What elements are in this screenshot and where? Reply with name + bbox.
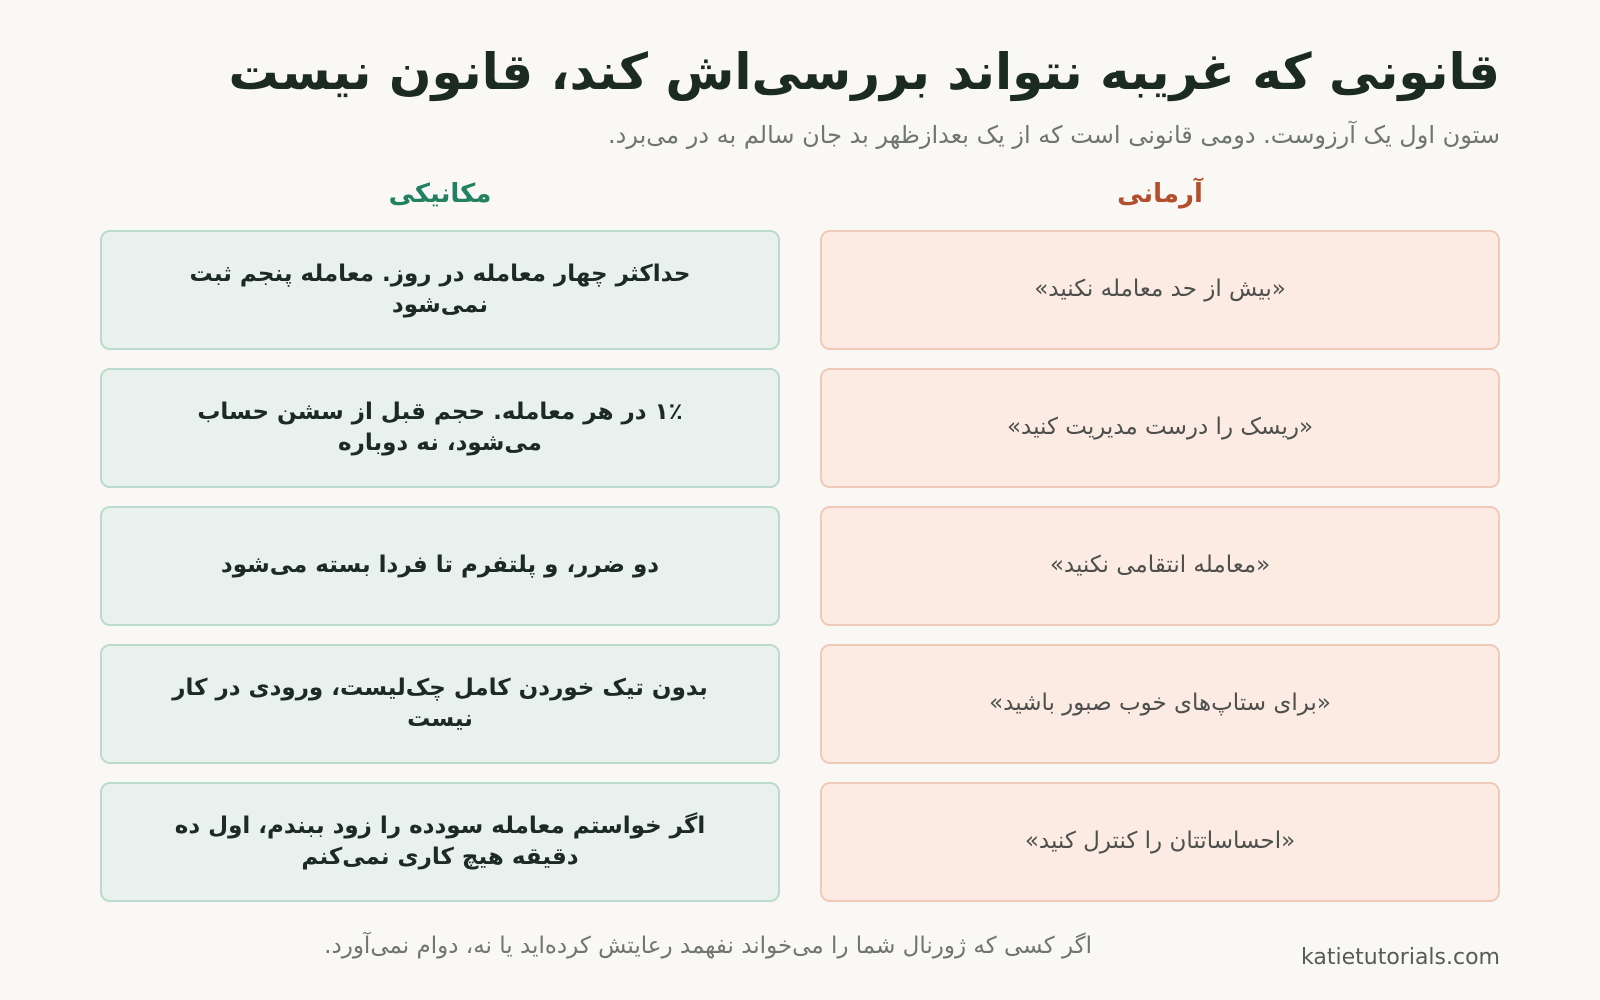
mechanical-rule-text: حداکثر چهار معامله در روز. معامله پنجم ثبت نمی‌شود [189,260,691,318]
mechanical-rule-text: بدون تیک خوردن کامل چک‌لیست، ورودی در کار نیست [172,674,708,732]
mechanical-rule-card [100,368,780,488]
ideal-rule-text: «بیش از حد معامله نکنید» [1034,276,1286,303]
mechanical-rule-text: ۱٪ در هر معامله. حجم قبل از سشن حساب می‌شود، نه دوباره [197,398,683,456]
ideal-rule-card [820,506,1500,626]
ideal-rule-text: «احساساتتان را کنترل کنید» [1024,828,1296,855]
footer-note: اگر کسی که ژورنال شما را می‌خواند نفهمد رعایتش کرده‌اید یا نه، دوام نمی‌آورد. [324,933,1092,959]
mechanical-rule-card [100,644,780,764]
column-header-mechanical: مکانیکی [388,179,492,209]
column-header-ideal: آرمانی [1117,179,1203,209]
brand-link[interactable]: katietutorials.com [1301,945,1500,970]
page-title: قانونی که غریبه نتواند بررسی‌اش کند، قانون نیست [228,43,1500,101]
page-subtitle: ستون اول یک آرزوست. دومی قانونی است که از یک بعدازظهر بد جان سالم به در می‌برد. [608,121,1500,149]
mechanical-rule-text: دو ضرر، و پلتفرم تا فردا بسته می‌شود [220,552,660,579]
ideal-rule-text: «ریسک را درست مدیریت کنید» [1006,414,1314,441]
mechanical-rule-card [100,782,780,902]
ideal-rule-card [820,644,1500,764]
ideal-rule-card [820,782,1500,902]
mechanical-rule-text: اگر خواستم معامله سودده را زود ببندم، اول ده دقیقه هیچ کاری نمی‌کنم [174,812,706,870]
ideal-rule-card [820,230,1500,350]
mechanical-rule-card [100,230,780,350]
ideal-rule-card [820,368,1500,488]
ideal-rule-text: «معامله انتقامی نکنید» [1049,552,1271,579]
ideal-rule-text: «برای ستاپ‌های خوب صبور باشید» [989,690,1331,717]
mechanical-rule-card [100,506,780,626]
